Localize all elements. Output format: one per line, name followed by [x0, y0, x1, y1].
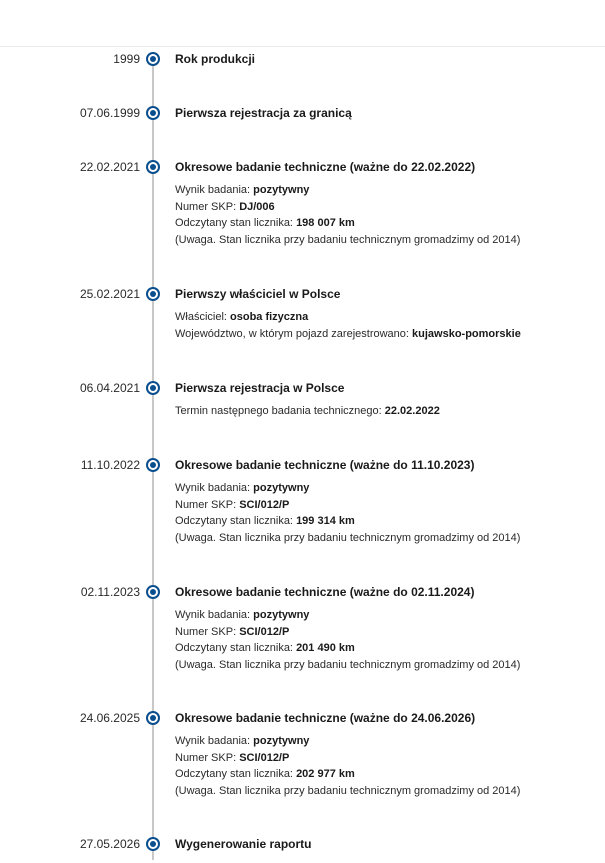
detail-line: [175, 182, 520, 199]
timeline-dot-icon: [146, 458, 160, 472]
timeline-dot-icon: [146, 160, 160, 174]
timeline-dot-icon: [146, 837, 160, 851]
detail-line: [175, 497, 520, 514]
event-details: [175, 403, 440, 420]
detail-value: osoba fizyczna: [230, 311, 309, 323]
detail-value: 199 314 km: [296, 515, 355, 527]
detail-label: Wynik badania:: [175, 609, 254, 621]
detail-label: Wynik badania:: [175, 184, 254, 196]
detail-value: pozytywny: [253, 184, 310, 196]
event-title: Okresowe badanie techniczne (ważne do 24.06.2026): [175, 711, 476, 725]
detail-label: Numer SKP:: [175, 498, 240, 511]
event-date: 11.10.2022: [80, 458, 140, 472]
detail-label: Numer SKP:: [175, 625, 240, 638]
detail-label: Województwo, w którym pojazd zarejestrowano:: [175, 327, 413, 340]
event-date: 02.11.2023: [80, 585, 140, 599]
top-divider: [0, 46, 605, 47]
event-title: Pierwsza rejestracja za granicą: [175, 106, 352, 120]
event-date: 06.04.2021: [79, 381, 140, 395]
detail-line: [175, 199, 520, 216]
detail-value: SCI/012/P: [239, 625, 290, 638]
event-date: 22.02.2021: [79, 160, 140, 174]
detail-note: (Uwaga. Stan licznika przy badaniu technicznym gromadzimy od 2014): [175, 233, 521, 246]
detail-line: [175, 403, 440, 420]
detail-label: Odczytany stan licznika:: [175, 217, 297, 229]
detail-value: 202 977 km: [296, 768, 355, 780]
detail-value: 22.02.2022: [384, 405, 440, 417]
detail-line: [175, 480, 520, 497]
event-title: Okresowe badanie techniczne (ważne do 11.10.2023): [175, 458, 475, 472]
event-title: Wygenerowanie raportu: [175, 837, 312, 851]
event-title: Rok produkcji: [175, 52, 256, 66]
timeline-dot-icon: [146, 711, 160, 725]
detail-label: Numer SKP:: [175, 751, 240, 764]
event-title: Okresowe badanie techniczne (ważne do 02.11.2024): [175, 585, 475, 599]
timeline-dot-icon: [146, 381, 160, 395]
detail-line: [175, 750, 520, 767]
event-title: Pierwsza rejestracja w Polsce: [175, 381, 345, 395]
detail-note: (Uwaga. Stan licznika przy badaniu technicznym gromadzimy od 2014): [175, 531, 521, 544]
detail-line: [175, 513, 520, 530]
detail-line: [175, 640, 520, 657]
timeline-dot-icon: [146, 585, 160, 599]
event-details: [175, 733, 520, 799]
detail-line: [175, 766, 520, 783]
detail-value: pozytywny: [253, 482, 310, 494]
detail-label: Odczytany stan licznika:: [175, 642, 297, 654]
detail-value: pozytywny: [253, 609, 310, 621]
detail-value: SCI/012/P: [239, 751, 290, 764]
timeline-dot-icon: [146, 52, 160, 66]
detail-value: 201 490 km: [296, 642, 355, 654]
event-date: 25.02.2021: [79, 287, 140, 301]
event-title: Okresowe badanie techniczne (ważne do 22.02.2022): [175, 160, 476, 174]
detail-label: Numer SKP:: [175, 200, 240, 213]
detail-line: [175, 733, 520, 750]
event-title: Pierwszy właściciel w Polsce: [175, 287, 341, 301]
detail-line: [175, 309, 521, 326]
detail-line: [175, 624, 520, 641]
event-details: [175, 182, 520, 248]
event-details: [175, 480, 520, 546]
detail-note: (Uwaga. Stan licznika przy badaniu technicznym gromadzimy od 2014): [175, 784, 521, 797]
detail-value: SCI/012/P: [239, 498, 290, 511]
detail-label: Właściciel:: [175, 311, 231, 323]
timeline-dot-icon: [146, 106, 160, 120]
event-date: 27.05.2026: [79, 837, 140, 851]
detail-label: Odczytany stan licznika:: [175, 768, 297, 780]
detail-value: kujawsko-pomorskie: [412, 327, 521, 340]
detail-label: Wynik badania:: [175, 482, 254, 494]
detail-value: pozytywny: [253, 735, 310, 747]
event-details: [175, 309, 521, 342]
event-date: 07.06.1999: [79, 106, 140, 120]
event-details: [175, 607, 520, 673]
event-date: 1999: [113, 52, 140, 66]
detail-label: Wynik badania:: [175, 735, 254, 747]
detail-value: 198 007 km: [296, 217, 355, 229]
detail-line: [175, 607, 520, 624]
timeline-dot-icon: [146, 287, 160, 301]
detail-line: [175, 326, 521, 343]
detail-line: [175, 215, 520, 232]
detail-label: Termin następnego badania technicznego:: [175, 405, 385, 417]
detail-label: Odczytany stan licznika:: [175, 515, 297, 527]
detail-value: DJ/006: [239, 200, 275, 213]
event-date: 24.06.2025: [79, 711, 140, 725]
detail-note: (Uwaga. Stan licznika przy badaniu technicznym gromadzimy od 2014): [175, 658, 521, 671]
